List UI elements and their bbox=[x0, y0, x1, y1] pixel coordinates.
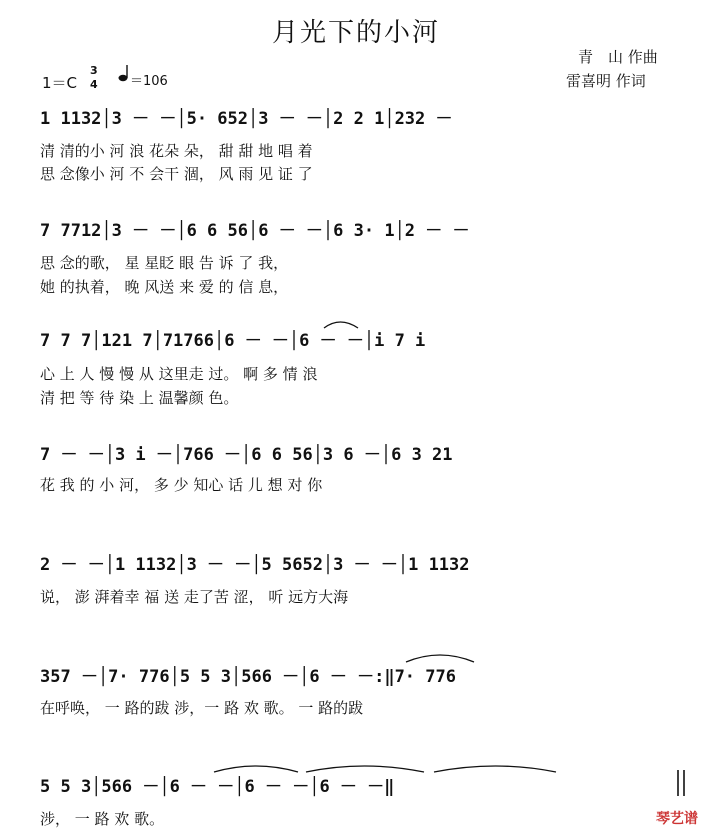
tie-arc bbox=[324, 322, 358, 328]
notation-row-2: 7 7712│3 － －│6 6 56│6 － －│6 3· 1│2 － － bbox=[40, 221, 470, 241]
site-logo: 琴艺谱 bbox=[656, 811, 698, 827]
page-title: 月光下的小河 bbox=[271, 18, 440, 48]
tie-arc bbox=[214, 766, 298, 772]
lyrics-row-5: 说， 澎 湃着幸 福 送 走了苦 涩， 听 远方大海 bbox=[40, 588, 349, 606]
tie-arc bbox=[434, 766, 556, 772]
notation-row-6: 357 －│7· 776│5 5 3│566 －│6 － －:‖7· 776 bbox=[40, 667, 456, 687]
lyrics-row-1-verse-1: 清 清的小 河 浪 花朵 朵， 甜 甜 地 唱 着 bbox=[40, 142, 313, 160]
time-signature-top: 3 bbox=[90, 64, 98, 77]
notation-row-7: 5 5 3│566 －│6 － －│6 － －│6 － －‖ bbox=[40, 777, 395, 797]
tie-arc bbox=[406, 655, 474, 662]
lyrics-row-1-verse-2: 思 念像小 河 不 会干 涸， 风 雨 见 证 了 bbox=[40, 165, 313, 183]
lyrics-row-7: 涉， 一 路 欢 歌。 bbox=[40, 810, 165, 828]
tempo-marking: ＝106 bbox=[130, 74, 168, 89]
lyrics-row-2-verse-1: 思 念的歌， 星 星眨 眼 告 诉 了 我， bbox=[40, 254, 289, 272]
composer-credit: 青 山 作曲 bbox=[578, 48, 658, 66]
lyrics-row-3-verse-2: 清 把 等 待 染 上 温馨颜 色。 bbox=[40, 389, 239, 407]
lyricist-credit: 雷喜明 作词 bbox=[566, 72, 646, 90]
notation-row-1: 1 1132│3 － －│5· 652│3 － －│2 2 1│232 － bbox=[40, 109, 453, 129]
key-signature: 1＝C bbox=[42, 74, 78, 92]
lyrics-row-3-verse-1: 心 上 人 慢 慢 从 这里走 过。 啊 多 情 浪 bbox=[40, 365, 318, 383]
notation-row-4: 7 － －│3 i －│766 －│6 6 56│3 6 －│6 3 21 bbox=[40, 445, 453, 465]
notation-row-5: 2 － －│1 1132│3 － －│5 5652│3 － －│1 1132 bbox=[40, 555, 470, 575]
time-signature-bottom: 4 bbox=[90, 78, 98, 91]
notation-row-3: 7 7 7│121 7│71766│6 － －│6 － －│i 7 i bbox=[40, 331, 426, 351]
lyrics-row-4: 花 我 的 小 河， 多 少 知心 话 儿 想 对 你 bbox=[40, 476, 323, 494]
tie-arc bbox=[306, 766, 424, 772]
lyrics-row-6: 在呼唤， 一 路的跋 涉，一 路 欢 歌。 一 路的跋 bbox=[40, 699, 364, 717]
lyrics-row-2-verse-2: 她 的执着， 晚 风送 来 爱 的 信 息， bbox=[40, 278, 289, 296]
